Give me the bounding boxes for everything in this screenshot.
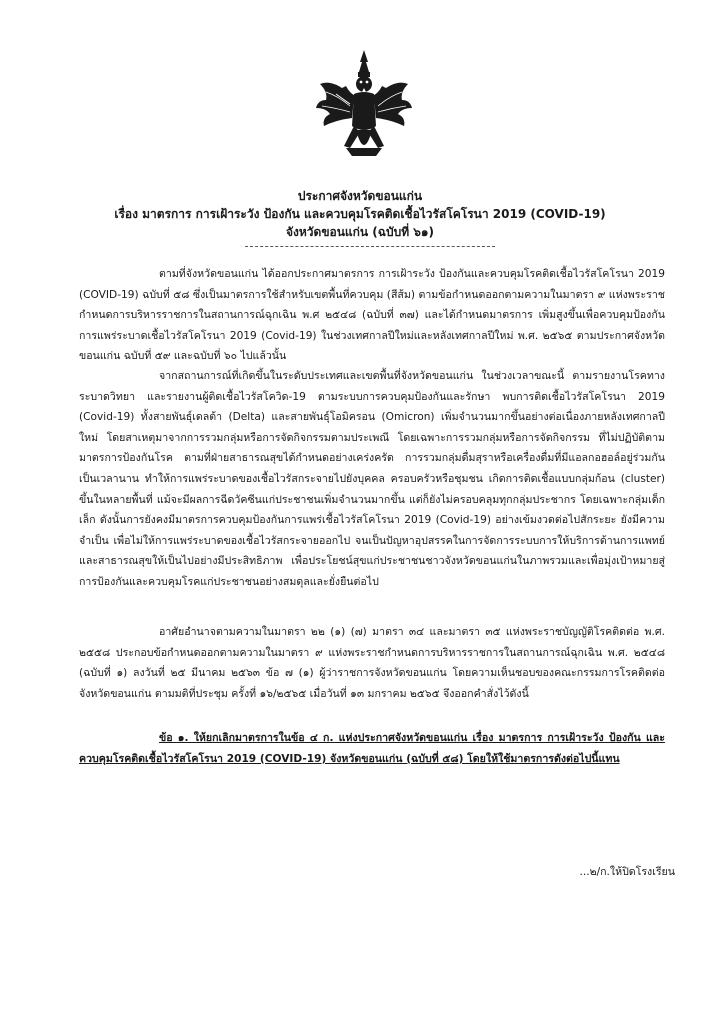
separator-line xyxy=(245,246,495,247)
paragraph-situation: จากสถานการณ์ที่เกิดขึ้นในระดับประเทศและเขตพื้นที่จังหวัดขอนแก่น ในช่วงเวลาขณะนี้ ตามรายงานโรคทางระบาดวิทยา และรายงานผู้ติดเชื้อไวรัสโควิด-19 ตามระบบการควบคุมป้องกันและรักษา พบการติดเชื้อไวรัสโคโรนา 2019 (Covid-19) ทั้งสายพันธุ์เดลต้า (Delta) และสายพันธุ์โอมิครอน (Omicron) เพิ่มจำนวนมากขึ้นอย่างต่อเนื่องภายหลังเทศกาลปีใหม่ โดยสาเหตุมาจากการรวมกลุ่มหรือการจัดกิจกรรมตามประเพณี โดยเฉพาะการรวมกลุ่มหรือการจัดกิจกรรม ที่ไม่ปฏิบัติตามมาตรการป้องกันโรค ตามที่ฝ่ายสาธารณสุขได้กำหนดอย่างเคร่งครัด การรวมกลุ่มดื่มสุราหรือเครื่องดื่มที่มีแอลกอฮอล์อยู่ร่วมกันเป็นเวลานาน ทำให้การแพร่ระบาดของเชื้อไวรัสกระจายไปยังบุคคล ครอบครัวหรือชุมชน เกิดการติดเชื้อแบบกลุ่มก้อน (cluster) ขึ้นในหลายพื้นที่ แม้จะมีผลการฉีดวัคซีนแก่ประชาชนเพิ่มจำนวนมากขึ้น แต่ก็ยังไม่ครอบคลุมทุกกลุ่มประชากร โดยเฉพาะกลุ่มเด็กเล็ก ดังนั้นการยังคงมีมาตรการควบคุมป้องกันการแพร่เชื้อไวรัสโคโรนา 2019 (Covid-19) อย่างเข้มงวดต่อไปสักระยะ ยังมีความจำเป็น เพื่อไม่ให้การแพร่ระบาดของเชื้อไวรัสกระจายออกไป จนเป็นปัญหาอุปสรรคในการจัดการระบบการให้บริการด้านการแพทย์และสาธารณสุขให้เป็นไปอย่างมีประสิทธิภาพ เพื่อประโยชน์สุขแก่ประชาชนชาวจังหวัดขอนแก่นในภาพรวมและเพื่อมุ่งเป้าหมายสู่การป้องกันและควบคุมโรคแก่ประชาชนอย่างสมดุลและยั่งยืนต่อไป xyxy=(79,370,665,588)
announcement-subject: เรื่อง มาตรการ การเฝ้าระวัง ป้องกัน และควบคุมโรคติดเชื้อไวรัสโคโรนา 2019 (COVID-19) xyxy=(114,207,606,221)
paragraph-background: ตามที่จังหวัดขอนแก่น ได้ออกประกาศมาตรการ การเฝ้าระวัง ป้องกันและควบคุมโรคติดเชื้อไวรัสโคโรนา 2019 (COVID-19) ฉบับที่ ๕๘ ซึ่งเป็นมาตรการใช้สำหรับเขตพื้นที่ควบคุม (สีส้ม) ตามข้อกำหนดออกตามความในมาตรา ๙ แห่งพระราชกำหนดการบริหารราชการในสถานการณ์ฉุกเฉิน พ.ศ ๒๕๔๘ (ฉบับที่ ๓๗) และได้กำหนดมาตรการ เพิ่มสูงขึ้นเพื่อควบคุมป้องกัน การแพร่ระบาดเชื้อไวรัสโคโรนา 2019 (Covid-19) ในช่วงเทศกาลปีใหม่และหลังเทศกาลปีใหม่ พ.ศ. ๒๕๖๕ ตามประกาศจังหวัดขอนแก่น ฉบับที่ ๕๙ และฉบับที่ ๖๐ ไปแล้วนั้น xyxy=(79,268,665,363)
announcement-issue: จังหวัดขอนแก่น (ฉบับที่ ๖๑) xyxy=(285,225,435,239)
announcement-title: ประกาศจังหวัดขอนแก่น xyxy=(297,189,423,203)
paragraph-authority: อาศัยอำนาจตามความในมาตรา ๒๒ (๑) (๗) มาตรา ๓๔ และมาตรา ๓๕ แห่งพระราชบัญญัติโรคติดต่อ พ.ศ. ๒๕๕๘ ประกอบข้อกำหนดออกตามความในมาตรา ๙ แห่งพระราชกำหนดการบริหารราชการในสถานการณ์ฉุกเฉิน พ.ศ. ๒๕๔๘ (ฉบับที่ ๑) ลงวันที่ ๒๕ มีนาคม ๒๕๖๓ ข้อ ๗ (๑) ผู้ว่าราชการจังหวัดขอนแก่น โดยความเห็นชอบของคณะกรรมการโรคติดต่อจังหวัดขอนแก่น ตามมติที่ประชุม ครั้งที่ ๑๖/๒๕๖๕ เมื่อวันที่ ๑๓ มกราคม ๒๕๖๕ จึงออกคำสั่งไว้ดังนี้ xyxy=(79,626,665,700)
paragraph-clause-1: ข้อ ๑. ให้ยกเลิกมาตรการในข้อ ๔ ก. แห่งประกาศจังหวัดขอนแก่น เรื่อง มาตรการ การเฝ้าระวัง ป้องกัน และควบคุมโรคติดเชื้อไวรัสโคโรนา 2019 (COVID-19) จังหวัดขอนแก่น (ฉบับที่ ๕๘) โดยให้ใช้มาตรการดังต่อไปนี้แทน xyxy=(79,732,665,765)
garuda-emblem-icon xyxy=(316,48,412,178)
page-continuation: ...๒/ก.ให้ปิดโรงเรียน xyxy=(579,866,675,878)
